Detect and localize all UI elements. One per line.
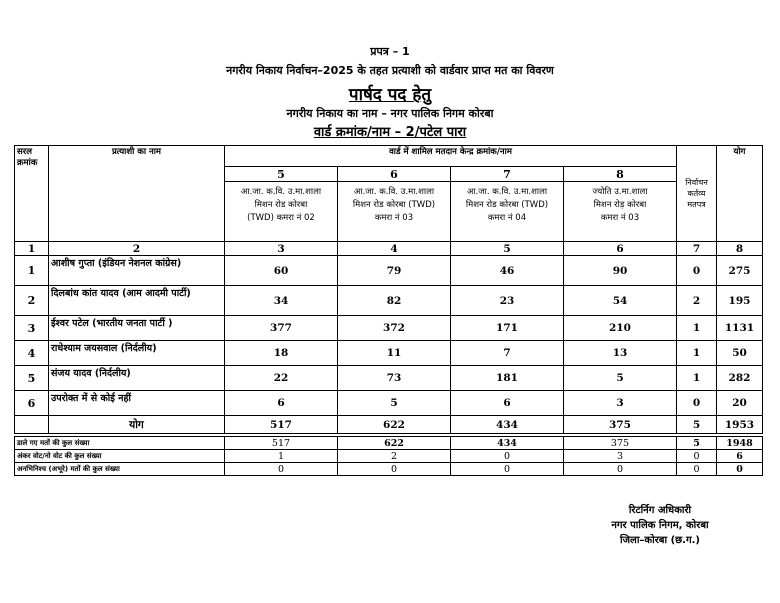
vote-cell: 210 (564, 316, 677, 341)
summary-cell: 5 (677, 437, 717, 450)
vote-cell: 13 (564, 341, 677, 366)
summary-table (14, 436, 763, 476)
summary-cell: 0 (451, 450, 564, 463)
summary-cell: 0 (225, 463, 338, 476)
summary-row (15, 450, 763, 463)
vote-cell: 377 (225, 316, 338, 341)
summary-label: अनभिनिश्च (अभूरे) मतों की कुल संख्या (15, 463, 225, 476)
total-cell: 622 (338, 416, 451, 434)
total-cell: 434 (451, 416, 564, 434)
signature-office: नगर पालिक निगम, कोरबा (611, 520, 709, 531)
document-title: नगरीय निकाय निर्वाचन–2025 के तहत प्रत्याशी को वार्डवार प्राप्त मत का विवरण (226, 64, 554, 77)
vote-cell: 5 (338, 391, 451, 416)
summary-cell: 0 (677, 463, 717, 476)
summary-row (15, 437, 763, 450)
column-number: 4 (338, 242, 451, 256)
summary-cell: 0 (677, 450, 717, 463)
vote-cell: 5 (564, 366, 677, 391)
total-cell: 1131 (717, 316, 763, 341)
col-total-header: योग (717, 146, 763, 242)
booth-name: आ.जा. क.वि. उ.मा.शाला मिशन रोड कोरबा (TWD) कमरा नं 02 (225, 182, 338, 242)
grand-total-cell: 1953 (717, 416, 763, 434)
vote-cell: 23 (451, 286, 564, 316)
summary-total-cell: 6 (717, 450, 763, 463)
serial-cell: 1 (15, 256, 49, 286)
summary-cell: 2 (338, 450, 451, 463)
form-number: प्रपत्र – 1 (370, 45, 410, 58)
booth-name: ज्योति उ.मा.शाला मिशन रोड़ कोरबा कमरा नं 03 (564, 182, 677, 242)
vote-cell: 46 (451, 256, 564, 286)
col-official-header: निर्वाचन कर्तव्य मतपत्र (677, 146, 717, 242)
ward-name: वार्ड क्रमांक/नाम – 2/पटेल पारा (313, 125, 467, 140)
serial-cell: 3 (15, 316, 49, 341)
serial-cell: 5 (15, 366, 49, 391)
total-row-blank (15, 416, 49, 434)
signature-district: जिला–कोरबा (छ.ग.) (620, 535, 700, 546)
serial-cell: 6 (15, 391, 49, 416)
summary-label: डाले गए मतों की कुल संख्या (15, 437, 225, 450)
official-vote-cell: 0 (677, 391, 717, 416)
column-number-row (15, 242, 763, 256)
vote-cell: 11 (338, 341, 451, 366)
booth-number: 7 (451, 167, 564, 182)
summary-total-cell: 0 (717, 463, 763, 476)
booth-number: 6 (338, 167, 451, 182)
column-number: 3 (225, 242, 338, 256)
vote-cell: 73 (338, 366, 451, 391)
summary-row (15, 463, 763, 476)
table-row (15, 366, 763, 391)
column-number: 1 (15, 242, 49, 256)
column-number: 7 (677, 242, 717, 256)
vote-cell: 82 (338, 286, 451, 316)
post-heading: पार्षद पद हेतु (348, 85, 432, 105)
vote-cell: 372 (338, 316, 451, 341)
official-vote-cell: 0 (677, 256, 717, 286)
candidate-name: संजय यादव (निर्दलीय) (49, 366, 225, 391)
column-number: 2 (49, 242, 225, 256)
table-row (15, 286, 763, 316)
candidate-name: राधेश्याम जयसवाल (निर्दलीय) (49, 341, 225, 366)
summary-cell: 0 (338, 463, 451, 476)
vote-cell: 90 (564, 256, 677, 286)
candidate-name: दिलबांध कांत यादव (आम आदमी पार्टी) (49, 286, 225, 316)
booth-name: आ.जा. क.वि. उ.मा.शाला मिशन रोड कोरबा (TWD) कमरा नं 03 (338, 182, 451, 242)
summary-cell: 434 (451, 437, 564, 450)
vote-cell: 54 (564, 286, 677, 316)
col-serial-header: सरल क्रमांक (15, 146, 49, 242)
total-cell: 375 (564, 416, 677, 434)
results-table (14, 145, 763, 434)
summary-cell: 1 (225, 450, 338, 463)
local-body-name: नगरीय निकाय का नाम – नगर पालिक निगम कोरबा (286, 107, 494, 120)
official-vote-cell: 2 (677, 286, 717, 316)
vote-cell: 171 (451, 316, 564, 341)
column-number: 8 (717, 242, 763, 256)
table-row (15, 341, 763, 366)
column-number: 5 (451, 242, 564, 256)
total-row-label: योग (49, 416, 225, 434)
official-vote-cell: 1 (677, 366, 717, 391)
table-row (15, 316, 763, 341)
col-booths-group-header: वार्ड में शामिल मतदान केन्द्र क्रमांक/नाम (225, 146, 677, 167)
total-cell: 282 (717, 366, 763, 391)
total-cell: 517 (225, 416, 338, 434)
vote-cell: 181 (451, 366, 564, 391)
table-row (15, 391, 763, 416)
total-cell: 50 (717, 341, 763, 366)
booth-number: 5 (225, 167, 338, 182)
candidate-name: आशीष गुप्ता (इंडियन नेशनल कांग्रेस) (49, 256, 225, 286)
summary-cell: 622 (338, 437, 451, 450)
summary-cell: 517 (225, 437, 338, 450)
total-cell: 195 (717, 286, 763, 316)
vote-cell: 34 (225, 286, 338, 316)
serial-cell: 4 (15, 341, 49, 366)
signature-title: रिटर्निग अधिकारी (628, 505, 692, 516)
total-row (15, 416, 763, 434)
vote-cell: 7 (451, 341, 564, 366)
summary-label: अंकर वोट/नो वोट की कुल संख्या (15, 450, 225, 463)
summary-cell: 0 (564, 463, 677, 476)
summary-cell: 0 (451, 463, 564, 476)
vote-cell: 6 (225, 391, 338, 416)
summary-total-cell: 1948 (717, 437, 763, 450)
vote-cell: 18 (225, 341, 338, 366)
vote-cell: 22 (225, 366, 338, 391)
column-number: 6 (564, 242, 677, 256)
vote-cell: 79 (338, 256, 451, 286)
vote-cell: 3 (564, 391, 677, 416)
table-row (15, 256, 763, 286)
total-cell: 275 (717, 256, 763, 286)
col-candidate-header: प्रत्याशी का नाम (49, 146, 225, 242)
booth-name: आ.जा. क.वि. उ.मा.शाला मिशन रोड कोरबा (TWD) कमरा नं 04 (451, 182, 564, 242)
summary-cell: 375 (564, 437, 677, 450)
vote-cell: 60 (225, 256, 338, 286)
candidate-name: उपरोक्त में से कोई नहीं (49, 391, 225, 416)
booth-number: 8 (564, 167, 677, 182)
official-vote-cell: 1 (677, 316, 717, 341)
candidate-name: ईश्वर पटेल (भारतीय जनता पार्टी ) (49, 316, 225, 341)
official-vote-cell: 1 (677, 341, 717, 366)
total-cell: 20 (717, 391, 763, 416)
serial-cell: 2 (15, 286, 49, 316)
summary-cell: 3 (564, 450, 677, 463)
vote-cell: 6 (451, 391, 564, 416)
total-cell: 5 (677, 416, 717, 434)
